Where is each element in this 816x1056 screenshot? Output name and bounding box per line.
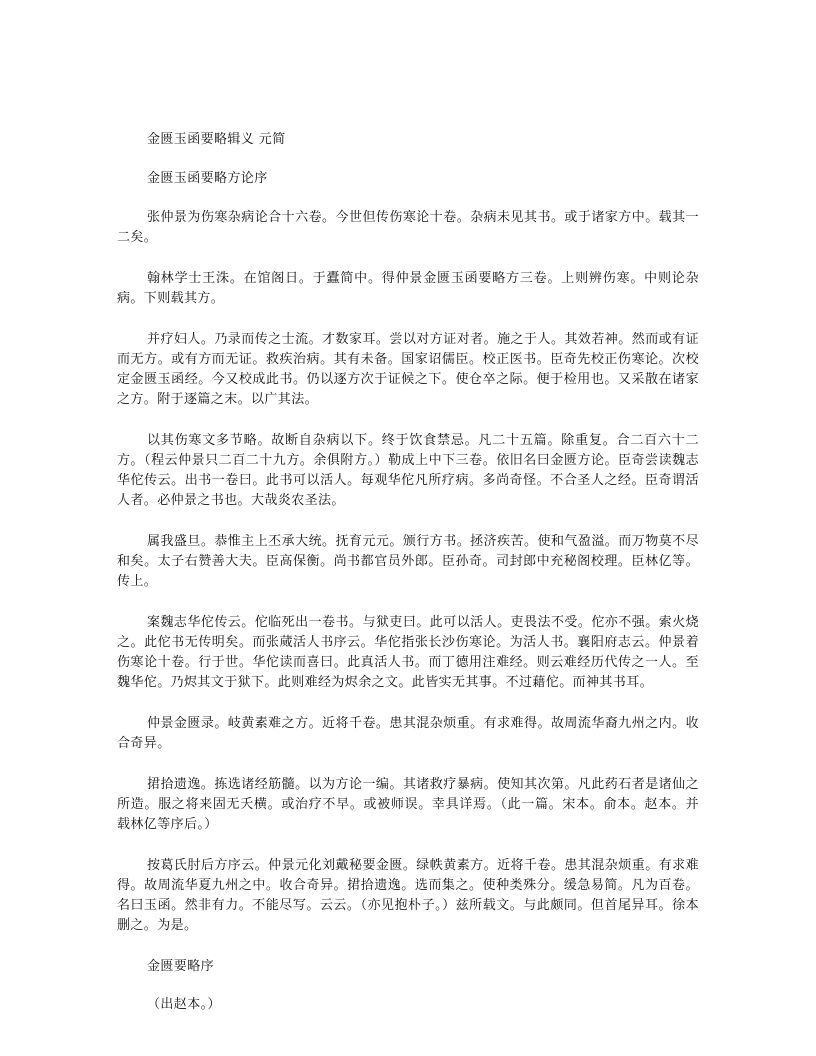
document-title: 金匮玉函要略辑义 元简 [147, 132, 286, 147]
paragraph: 按葛氏肘后方序云。仲景元化刘戴秘要金匮。绿帙黄素方。近将千卷。患其混杂烦重。有求难得。故周流华夏九州之中。收合奇异。捃拾遗逸。选而集之。使种类殊分。缓急易简。凡为百卷。名曰玉函。然非有力。不能尽写。云云。（亦见抱朴子。）兹所载文。与此颇同。但首尾异耳。徐本删之。为是。 [117, 858, 699, 933]
section-title-2: 金匮要略序 [147, 959, 215, 974]
paragraph: 翰林学士王洙。在馆阁日。于蠹简中。得仲景金匮玉函要略方三卷。上则辨伤寒。中则论杂病。下则载其方。 [117, 271, 699, 306]
section-title: 金匮玉函要略方论序 [147, 171, 268, 186]
paragraph: 捃拾遗逸。拣选诸经筋髓。以为方论一编。其诸救疗暴病。使知其次第。凡此药石者是诸仙之所造。服之将来固无夭横。或治疗不早。或被师误。幸具详焉。（此一篇。宋本。俞本。赵本。并载林亿等序后。） [117, 777, 699, 832]
paragraph: 张仲景为伤寒杂病论合十六卷。今世但传伤寒论十卷。杂病未见其书。或于诸家方中。载其一二矣。 [117, 210, 699, 245]
document-body [117, 130, 699, 1033]
paragraph: 仲景金匮录。岐黄素难之方。近将千卷。患其混杂烦重。有求难得。故周流华裔九州之内。收合奇异。 [117, 716, 699, 751]
paragraph: 案魏志华佗传云。佗临死出一卷书。与狱吏曰。此可以活人。吏畏法不受。佗亦不强。索火烧之。此佗书无传明矣。而张蒇活人书序云。华佗指张长沙伤寒论。为活人书。襄阳府志云。仲景着伤寒论十卷。行于世。华佗读而喜曰。此真活人书。而丁德用注难经。则云难经历代传之一人。至魏华佗。乃烬其文于狱下。此则难经为烬余之文。此皆实无其事。不过藉佗。而神其书耳。 [117, 615, 699, 690]
source-note: （出赵本。） [147, 997, 221, 1012]
paragraph: 并疗妇人。乃录而传之士流。才数家耳。尝以对方证对者。施之于人。其效若神。然而或有证而无方。或有方而无证。救疾治病。其有未备。国家诏儒臣。校正医书。臣奇先校正伤寒论。次校定金匮玉函经。今又校成此书。仍以逐方次于证候之下。使仓卒之际。便于检用也。又采散在诸家之方。附于逐篇之末。以广其法。 [117, 332, 699, 407]
paragraph: 以其伤寒文多节略。故断自杂病以下。终于饮食禁忌。凡二十五篇。除重复。合二百六十二方。（程云仲景只二百二十九方。余俱附方。）勒成上中下三卷。依旧名曰金匮方论。臣奇尝读魏志华佗传云。出书一卷曰。此书可以活人。每观华佗凡所疗病。多尚奇怪。不合圣人之经。臣奇谓活人者。必仲景之书也。大哉炎农圣法。 [117, 433, 699, 508]
paragraph: 属我盛旦。恭惟主上丕承大统。抚育元元。颁行方书。拯济疾苦。使和气盈溢。而万物莫不尽和矣。太子右赞善大夫。臣高保衡。尚书都官员外郎。臣孙奇。司封郎中充秘阁校理。臣林亿等。传上。 [117, 534, 699, 589]
